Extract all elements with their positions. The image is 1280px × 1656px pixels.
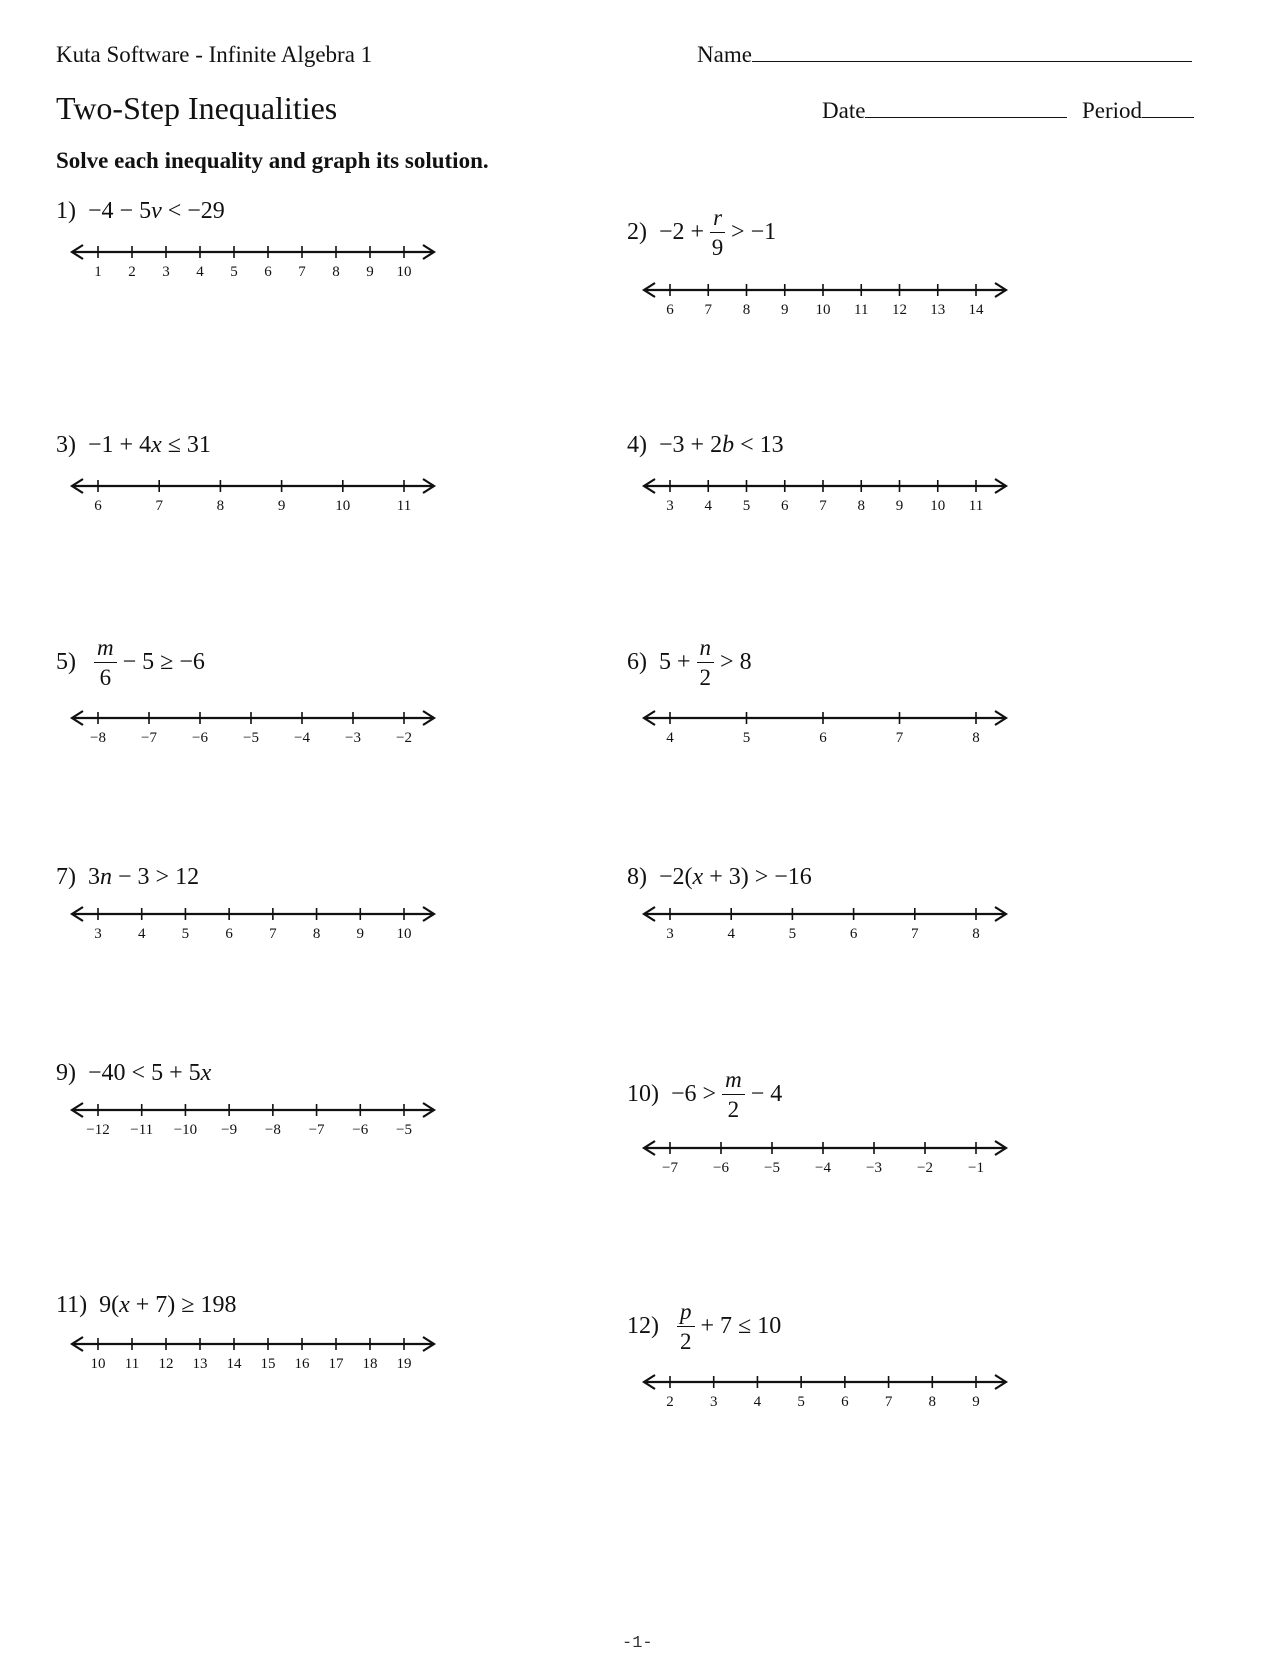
tick-label: −8: [90, 730, 106, 746]
fraction-numerator: r: [710, 206, 725, 233]
fraction: [677, 1300, 695, 1353]
tick-label: 9: [895, 498, 904, 514]
tick-label: 4: [753, 1394, 762, 1410]
tick-label: 3: [709, 1394, 718, 1410]
fraction-numerator: n: [697, 636, 715, 663]
tick-label: 6: [781, 498, 789, 514]
problem-number: 1): [56, 198, 76, 224]
tick-label: 10: [335, 498, 351, 514]
variable: x: [119, 1292, 130, 1318]
variable: n: [100, 864, 112, 890]
inequality-expression: [88, 198, 225, 225]
date-field[interactable]: [822, 98, 1067, 124]
variable: b: [722, 432, 735, 458]
variable: x: [151, 432, 162, 458]
tick-label: 17: [328, 1356, 344, 1372]
tick-label: 7: [819, 498, 827, 514]
page-title: Two-Step Inequalities: [56, 90, 338, 126]
tick-label: 4: [666, 730, 674, 746]
tick-label: 14: [226, 1356, 242, 1372]
tick-label: 15: [260, 1356, 276, 1372]
tick-label: 4: [704, 498, 712, 514]
problem-number: 4): [627, 432, 647, 458]
inequality-expression: [671, 1068, 782, 1121]
problem-1: [56, 198, 225, 225]
tick-label: 9: [366, 264, 374, 280]
tick-label: 12: [892, 302, 907, 318]
expression-text: −3 + 2: [659, 432, 723, 458]
tick-label: −8: [264, 1122, 281, 1138]
inequality-expression: [671, 1300, 781, 1353]
expression-text: −4 − 5: [88, 198, 152, 224]
problem-number: 10): [627, 1081, 659, 1107]
tick-label: 7: [911, 926, 919, 942]
tick-label: 9: [277, 498, 286, 514]
fraction-denominator: 2: [699, 665, 712, 690]
problem-number: 2): [627, 219, 647, 245]
tick-label: −2: [917, 1160, 933, 1176]
number-line-11[interactable]: [68, 1332, 438, 1382]
tick-label: 3: [666, 498, 674, 514]
tick-label: 8: [312, 926, 321, 942]
problem-number: 9): [56, 1060, 76, 1086]
inequality-expression: [659, 206, 776, 259]
name-field[interactable]: [697, 42, 1192, 68]
number-line-10[interactable]: [640, 1136, 1010, 1186]
expression-text: −1 + 4: [88, 432, 152, 458]
tick-label: 11: [124, 1356, 140, 1372]
expression-text: + 3) > −16: [703, 864, 812, 890]
problem-number: 11): [56, 1292, 88, 1318]
fraction-numerator: p: [677, 1300, 695, 1327]
fraction: [710, 206, 725, 259]
tick-label: 6: [264, 264, 272, 280]
expression-text: − 3 > 12: [112, 864, 200, 890]
tick-label: −4: [294, 730, 310, 746]
problem-11: [56, 1292, 236, 1319]
tick-label: 8: [332, 264, 340, 280]
expression-text: − 5 ≥ −6: [122, 649, 205, 675]
inequality-expression: [99, 1292, 236, 1319]
fraction: [722, 1068, 745, 1121]
tick-label: −6: [713, 1160, 729, 1176]
expression-text: < −29: [161, 198, 225, 224]
tick-label: 6: [819, 730, 827, 746]
expression-text: −2(: [659, 864, 693, 890]
number-line-9[interactable]: [68, 1098, 438, 1148]
expression-text: −6 >: [671, 1081, 717, 1107]
expression-text: + 7 ≤ 10: [700, 1313, 782, 1339]
problem-2: [627, 206, 776, 259]
expression-text: 9(: [99, 1292, 120, 1318]
problem-8: [627, 864, 812, 891]
problem-number: 3): [56, 432, 76, 458]
tick-label: −5: [243, 730, 259, 746]
tick-label: 5: [181, 926, 190, 942]
tick-label: 10: [90, 1356, 106, 1372]
inequality-expression: [88, 1060, 211, 1087]
expression-text: − 4: [750, 1081, 783, 1107]
expression-text: > 8: [720, 649, 752, 675]
tick-label: 5: [788, 926, 797, 942]
tick-label: 5: [797, 1394, 805, 1410]
tick-label: 6: [666, 302, 674, 318]
tick-label: −6: [352, 1122, 369, 1138]
tick-label: 10: [396, 926, 412, 942]
tick-label: 5: [742, 730, 751, 746]
tick-label: 16: [294, 1356, 310, 1372]
tick-label: 3: [94, 926, 102, 942]
tick-label: 6: [841, 1394, 849, 1410]
inequality-expression: [659, 636, 752, 689]
fraction-denominator: 2: [680, 1329, 692, 1354]
period-label: Period: [1082, 98, 1143, 123]
variable: x: [692, 864, 704, 890]
tick-label: 4: [137, 926, 146, 942]
tick-label: 11: [854, 302, 869, 318]
tick-label: 2: [666, 1394, 674, 1410]
tick-label: −4: [815, 1160, 831, 1176]
inequality-expression: [88, 864, 199, 891]
problem-10: [627, 1068, 782, 1121]
date-label: Date: [822, 98, 866, 123]
tick-label: 4: [196, 264, 204, 280]
tick-label: 5: [742, 498, 751, 514]
problem-6: [627, 636, 752, 689]
tick-label: 8: [972, 926, 980, 942]
tick-label: 11: [396, 498, 412, 514]
problem-5: [56, 636, 205, 689]
expression-text: −40 < 5 + 5: [88, 1060, 201, 1086]
number-line-5[interactable]: [68, 706, 438, 756]
problem-number: 6): [627, 649, 647, 675]
variable: x: [200, 1060, 212, 1086]
tick-label: 6: [94, 498, 102, 514]
instructions: Solve each inequality and graph its solution.: [56, 148, 489, 173]
tick-label: 11: [968, 498, 984, 514]
number-line-8[interactable]: [640, 902, 1010, 952]
tick-label: −5: [764, 1160, 780, 1176]
number-line-6[interactable]: [640, 706, 1010, 756]
number-line-4[interactable]: [640, 474, 1010, 524]
tick-label: 7: [269, 926, 277, 942]
tick-label: 13: [192, 1356, 208, 1372]
tick-label: 5: [230, 264, 238, 280]
name-blank[interactable]: [752, 60, 1192, 62]
fraction-numerator: m: [722, 1068, 745, 1095]
tick-label: 8: [972, 730, 980, 746]
page-number: -1-: [622, 1634, 653, 1653]
period-field[interactable]: [1082, 98, 1194, 124]
period-blank[interactable]: [1142, 116, 1194, 118]
tick-label: 4: [727, 926, 735, 942]
tick-label: 8: [857, 498, 865, 514]
expression-text: > −1: [731, 219, 777, 245]
problem-3: [56, 432, 211, 459]
expression-text: + 7) ≥ 198: [129, 1292, 237, 1318]
fraction-denominator: 9: [711, 235, 724, 260]
tick-label: 12: [158, 1356, 174, 1372]
tick-label: 8: [742, 302, 751, 318]
problem-number: 12): [627, 1313, 659, 1339]
tick-label: 10: [815, 302, 831, 318]
problem-7: [56, 864, 199, 891]
tick-label: −7: [141, 730, 157, 746]
fraction: [94, 636, 117, 689]
problem-number: 7): [56, 864, 76, 890]
tick-label: 7: [884, 1394, 893, 1410]
problem-number: 8): [627, 864, 647, 890]
inequality-expression: [659, 864, 812, 891]
tick-label: −6: [192, 730, 208, 746]
inequality-expression: [88, 636, 205, 689]
tick-label: 13: [930, 302, 946, 318]
tick-label: 7: [155, 498, 163, 514]
problem-12: [627, 1300, 781, 1353]
expression-text: −2 +: [659, 219, 705, 245]
tick-label: 3: [162, 264, 170, 280]
tick-label: 18: [362, 1356, 378, 1372]
expression-text: 3: [88, 864, 100, 890]
tick-label: −3: [866, 1160, 882, 1176]
tick-label: 3: [666, 926, 674, 942]
tick-label: 7: [704, 302, 712, 318]
tick-label: −3: [345, 730, 361, 746]
tick-label: 7: [895, 730, 904, 746]
tick-label: 6: [849, 926, 858, 942]
tick-label: 19: [396, 1356, 412, 1372]
tick-label: 9: [356, 926, 365, 942]
problem-number: 5): [56, 649, 76, 675]
inequality-expression: [659, 432, 784, 459]
tick-label: −10: [173, 1122, 198, 1138]
tick-label: 14: [968, 302, 984, 318]
problem-9: [56, 1060, 211, 1087]
tick-label: 8: [928, 1394, 937, 1410]
fraction-numerator: m: [94, 636, 117, 663]
tick-label: 10: [396, 264, 412, 280]
tick-label: 9: [972, 1394, 980, 1410]
expression-text: ≤ 31: [161, 432, 211, 458]
tick-label: 9: [781, 302, 789, 318]
tick-label: −11: [130, 1122, 154, 1138]
fraction-denominator: 6: [99, 665, 112, 690]
tick-label: 7: [298, 264, 306, 280]
tick-label: −2: [396, 730, 412, 746]
number-line-2[interactable]: [640, 278, 1010, 328]
tick-label: 1: [94, 264, 102, 280]
tick-label: −7: [662, 1160, 678, 1176]
tick-label: −5: [396, 1122, 412, 1138]
publisher-label: Kuta Software - Infinite Algebra 1: [56, 42, 373, 67]
expression-text: 5 +: [659, 649, 691, 675]
tick-label: 6: [225, 926, 233, 942]
tick-label: −12: [86, 1122, 110, 1138]
tick-label: −7: [308, 1122, 325, 1138]
tick-label: 8: [216, 498, 225, 514]
inequality-expression: [88, 432, 211, 459]
number-line-1[interactable]: [68, 240, 438, 290]
tick-label: 10: [930, 498, 946, 514]
fraction: [697, 636, 715, 689]
tick-label: −9: [221, 1122, 238, 1138]
problem-4: [627, 432, 784, 459]
expression-text: < 13: [734, 432, 784, 458]
number-line-3[interactable]: [68, 474, 438, 524]
name-label: Name: [697, 42, 752, 67]
date-blank[interactable]: [865, 116, 1067, 118]
fraction-denominator: 2: [727, 1097, 740, 1122]
tick-label: −1: [968, 1160, 984, 1176]
tick-label: 2: [128, 264, 136, 280]
number-line-12[interactable]: [640, 1370, 1010, 1420]
variable: v: [151, 198, 162, 224]
number-line-7[interactable]: [68, 902, 438, 952]
